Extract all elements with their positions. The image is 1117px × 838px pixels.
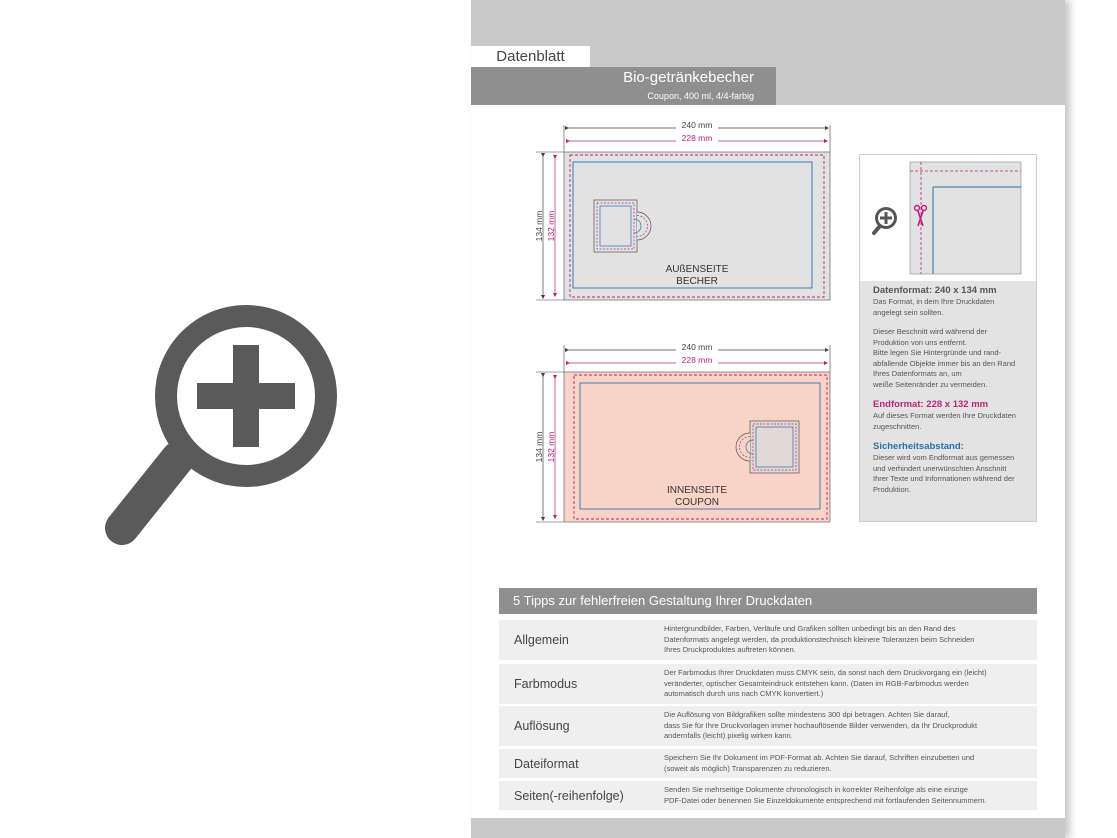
tip-line: veränderter, optischer Gesamteindruck entstehen kann. (Daten im RGB-Farbmodus werden — [664, 678, 969, 688]
tip-name: Seiten(-reihenfolge) — [514, 788, 624, 803]
tip-row-seitenreihenfolge — [499, 781, 1037, 810]
product-subtitle: Coupon, 400 ml, 4/4-farbig — [647, 91, 754, 101]
product-title: Bio-getränkebecher — [623, 69, 754, 86]
tip-row-allgemein — [499, 620, 1037, 660]
outer-label-line1: AUßENSEITE — [665, 264, 729, 275]
tip-line: Senden Sie mehrseitige Dokumente chronologisch in korrekter Reihenfolge als eine einzige — [664, 785, 968, 794]
datenformat-line: Das Format, in dem Ihre Druckdaten — [873, 297, 995, 306]
sicherheitsabstand-heading: Sicherheitsabstand: — [873, 441, 964, 452]
tips-title: 5 Tipps zur fehlerfreien Gestaltung Ihrer Druckdaten — [499, 588, 1037, 614]
sicherheitsabstand-line: Dieser wird vom Endformat aus gemessen — [873, 453, 1015, 462]
zoom-in-icon — [874, 207, 897, 233]
tip-name: Farbmodus — [514, 677, 578, 691]
magnifier-plus-icon[interactable] — [100, 290, 360, 550]
sicherheitsabstand-line: Produktion. — [873, 484, 911, 494]
tip-name: Allgemein — [514, 633, 569, 647]
legend-text — [873, 285, 1035, 495]
tip-line: Die Auflösung von Bildgrafiken sollte mindestens 300 dpi betragen. Achten Sie darauf, — [664, 710, 950, 719]
endformat-line: Auf dieses Format werden Ihre Druckdaten — [873, 411, 1016, 420]
tip-description — [664, 668, 1032, 700]
datasheet-tab-label: Datenblatt — [471, 46, 590, 67]
datasheet-page — [471, 0, 1065, 838]
outer-label-line2: BECHER — [676, 276, 718, 287]
outer-width-outer: 240 mm — [681, 120, 713, 130]
tip-description — [664, 785, 1032, 806]
corner-preview — [860, 155, 1036, 281]
tip-line: Datenformats angelegt werden, da produktionstechnisch kleinere Toleranzen beim Schneiden — [664, 634, 975, 644]
beschnitt-line: abfallende Objekte immer bis an den Rand — [873, 358, 1016, 368]
sicherheitsabstand-line: Ihrer Texte und Informationen während der — [873, 474, 1015, 483]
tip-line: automatisch durch uns nach CMYK konvertiert.) — [664, 689, 824, 698]
outer-diagram — [534, 120, 830, 300]
outer-height-outer: 134 mm — [534, 210, 544, 242]
datenformat-heading: Datenformat: 240 x 134 mm — [873, 285, 997, 296]
tip-line: Hintergrundbilder, Farben, Verläufe und Grafiken sollten unbedingt bis an den Rand des — [664, 624, 956, 633]
tip-description — [664, 624, 1032, 656]
inner-height-outer: 134 mm — [534, 431, 544, 463]
inner-width-inner: 228 mm — [681, 355, 713, 365]
datenformat-line: angelegt sein sollten. — [873, 307, 944, 317]
endformat-heading: Endformat: 228 x 132 mm — [873, 399, 989, 410]
tip-line: (soweit als möglich) Transparenzen zu reduzieren. — [664, 763, 832, 773]
format-legend-panel — [859, 154, 1037, 522]
inner-width-outer: 240 mm — [681, 342, 713, 352]
inner-label-line2: COUPON — [675, 497, 719, 508]
beschnitt-line: Bitte legen Sie Hintergründe und rand- — [873, 348, 1001, 357]
inner-height-inner: 132 mm — [546, 431, 556, 463]
tip-row-dateiformat — [499, 749, 1037, 778]
footer-band — [471, 818, 1065, 838]
tip-line: andernfalls (leicht) pixelig wirken kann. — [664, 731, 793, 740]
beschnitt-line: Produktion von uns entfernt. — [873, 337, 967, 347]
tip-line: Ihres Druckproduktes auftreten können. — [664, 645, 796, 654]
tip-row-farbmodus — [499, 664, 1037, 704]
sicherheitsabstand-line: und verhindert unerwünschten Anschnitt — [873, 463, 1007, 473]
beschnitt-line: Dieser Beschnitt wird während der — [873, 327, 988, 336]
outer-height-inner: 132 mm — [546, 210, 556, 242]
tip-line: Speichern Sie Ihr Dokument im PDF-Format ab. Achten Sie darauf, Schriften einzubetten und — [664, 753, 975, 762]
outer-width-inner: 228 mm — [681, 133, 713, 143]
tip-line: dass Sie für Ihre Druckvorlagen immer hochauflösende Bilder verwenden, da Ihr Druckprodukt — [664, 720, 978, 730]
tip-line: Der Farbmodus Ihrer Druckdaten muss CMYK sein, da sonst nach dem Druckvorgang ein (leicht) — [664, 668, 987, 677]
inner-diagram — [534, 342, 830, 522]
beschnitt-line: Ihres Datenformats an, um — [873, 369, 962, 378]
tip-description — [664, 753, 1032, 774]
tip-name: Auflösung — [514, 719, 570, 733]
beschnitt-line: weiße Seitenränder zu vermeiden. — [873, 379, 988, 389]
tip-description — [664, 710, 1032, 742]
inner-label-line1: INNENSEITE — [666, 485, 728, 496]
tip-line: PDF-Datei oder benennen Sie Einzeldokumente entsprechend mit fortlaufenden Seitennummern. — [664, 795, 987, 805]
tip-row-aufloesung — [499, 706, 1037, 746]
endformat-line: zugeschnitten. — [873, 421, 922, 431]
tip-name: Dateiformat — [514, 756, 579, 771]
